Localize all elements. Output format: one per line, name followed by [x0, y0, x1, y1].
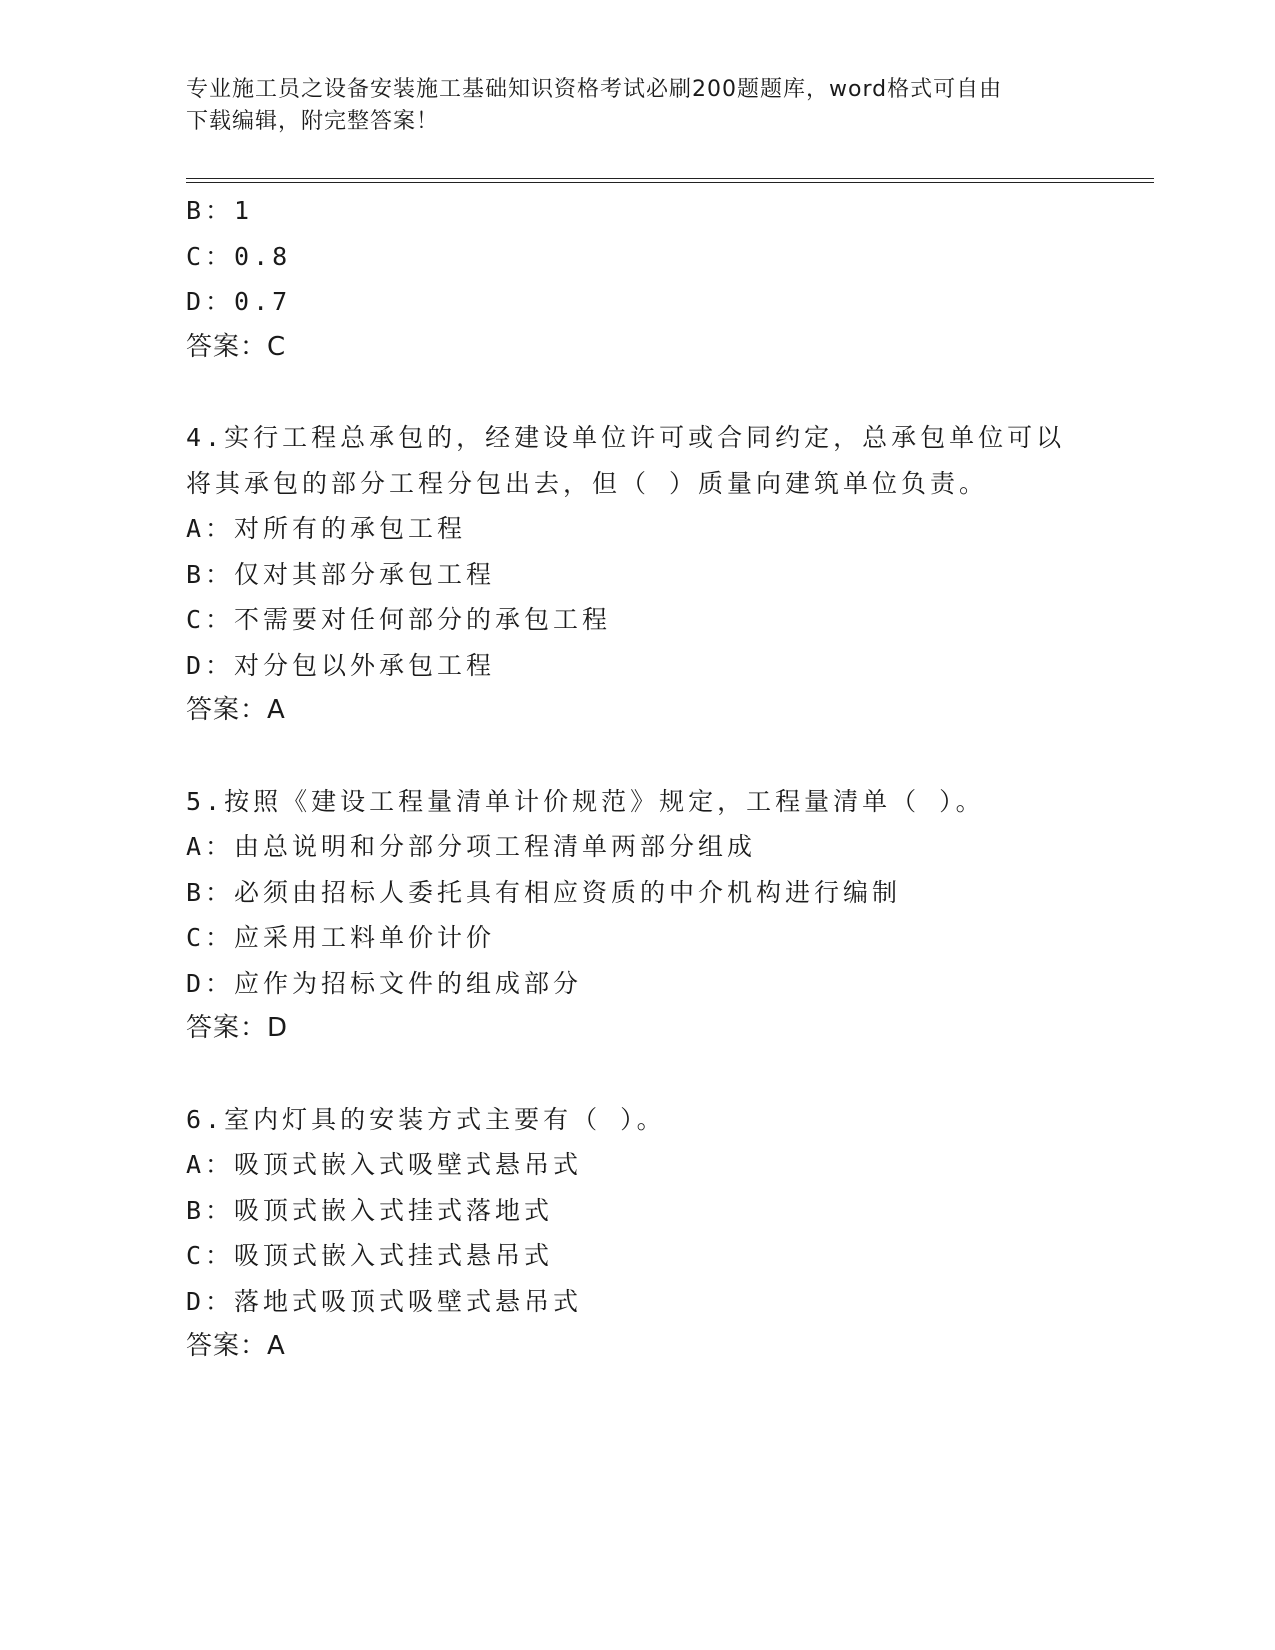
- spacer: [186, 734, 1154, 779]
- option-b: B：仅对其部分承包工程: [186, 559, 496, 589]
- question-4: [186, 415, 1154, 734]
- answer: 答案：D: [186, 1013, 289, 1043]
- answer: 答案：C: [186, 331, 287, 362]
- spacer: [186, 370, 1154, 415]
- question-stem-line: 4.实行工程总承包的，经建设单位许可或合同约定，总承包单位可以: [186, 423, 1066, 452]
- option-d: D：应作为招标文件的组成部分: [186, 968, 583, 998]
- option-d: D：0.7: [186, 287, 292, 316]
- option-c: C：0.8: [186, 241, 292, 271]
- header-title-line-1: 专业施工员之设备安装施工基础知识资格考试必刷200题题库，word格式可自由: [186, 77, 1003, 102]
- question-6: [186, 1097, 1154, 1370]
- option-b: B：必须由招标人委托具有相应资质的中介机构进行编制: [186, 877, 902, 907]
- spacer: [186, 1052, 1154, 1097]
- page-header: [186, 74, 1086, 138]
- answer: 答案：A: [186, 1331, 286, 1361]
- option-d: D：对分包以外承包工程: [186, 650, 496, 680]
- option-b: B：吸顶式嵌入式挂式落地式: [186, 1195, 554, 1225]
- option-c: C：不需要对任何部分的承包工程: [186, 605, 612, 634]
- option-a: A：吸顶式嵌入式吸壁式悬吊式: [186, 1150, 583, 1179]
- option-b: B：1: [186, 196, 254, 225]
- header-title-line-2: 下载编辑，附完整答案！: [186, 109, 440, 134]
- question-stem-line: 6.室内灯具的安装方式主要有（ ）。: [186, 1104, 666, 1134]
- option-a: A：由总说明和分部分项工程清单两部分组成: [186, 832, 757, 861]
- header-divider: [186, 178, 1154, 183]
- option-c: C：应采用工料单价计价: [186, 923, 496, 952]
- answer: 答案：A: [186, 695, 286, 725]
- question-5: [186, 779, 1154, 1052]
- option-c: C：吸顶式嵌入式挂式悬吊式: [186, 1241, 554, 1270]
- question-list: [186, 188, 1154, 1370]
- option-d: D：落地式吸顶式吸壁式悬吊式: [186, 1286, 583, 1316]
- question-stem-line: 5.按照《建设工程量清单计价规范》规定，工程量清单（ ）。: [186, 786, 985, 816]
- question-3-continuation: [186, 188, 1154, 370]
- question-stem-line: 将其承包的部分工程分包出去，但（ ）质量向建筑单位负责。: [186, 468, 989, 498]
- option-a: A：对所有的承包工程: [186, 514, 467, 543]
